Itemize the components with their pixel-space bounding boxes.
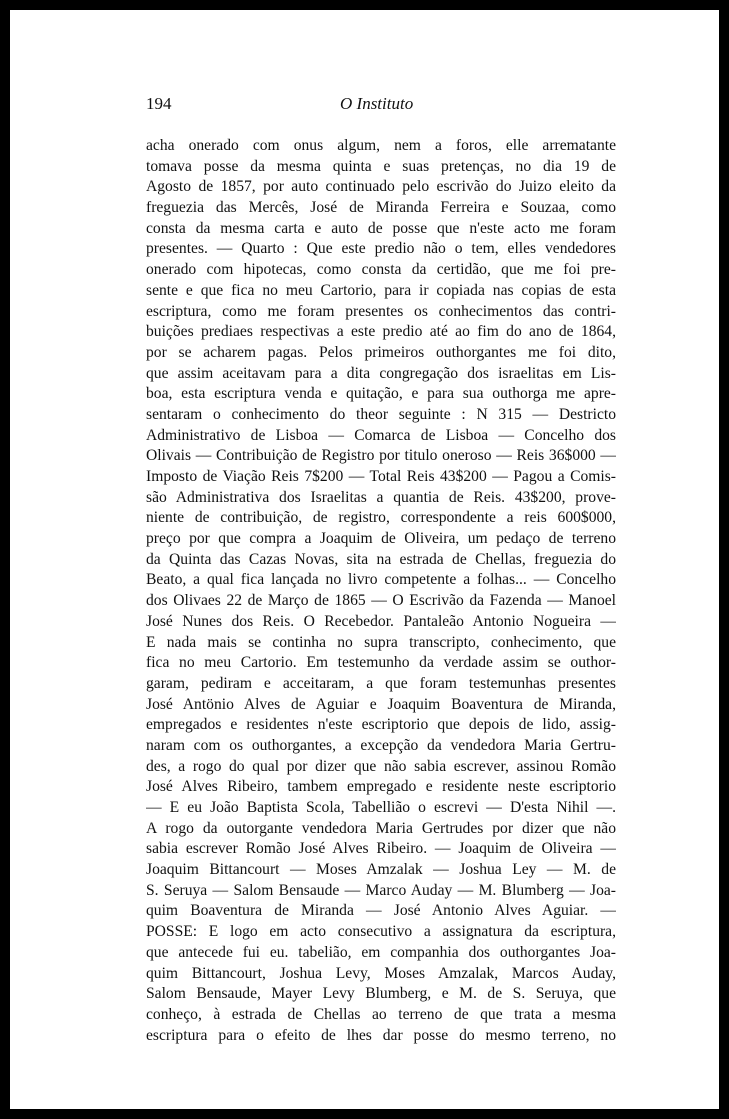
text-line: José Alves Ribeiro, tambem empregado e residente neste escriptorio — [146, 778, 616, 796]
text-line: José Antönio Alves de Aguiar e Joaquim Boaventura de Miranda, — [146, 695, 616, 713]
text-line: Agosto de 1857, por auto continuado pelo escrivão do Juizo eleito da — [146, 178, 616, 196]
text-line: acha onerado com onus algum, nem a foros, elle arrematante — [146, 137, 616, 154]
text-line: são Administrativa dos Israelitas a quantia de Reis. 43$200, prove- — [146, 488, 616, 506]
text-line: escriptura, como me foram presentes os conhecimentos das contri- — [146, 302, 616, 320]
text-line: consta da mesma carta e auto de posse que n'este acto me foram — [146, 219, 616, 237]
text-line: tomava posse da mesma quinta e suas pretenças, no dia 19 de — [146, 157, 616, 175]
text-line: — E eu João Baptista Scola, Tabellião o escrevi — D'esta Nihil —. — [146, 799, 616, 816]
text-line: por se acharem pagas. Pelos primeiros outhorgantes me foi dito, — [146, 343, 616, 361]
running-title: O Instituto — [340, 94, 414, 113]
text-line: que antecede fui eu. tabelião, em companhia dos outhorgantes Joa- — [146, 943, 616, 961]
page-header — [10, 88, 719, 118]
text-line: sente e que fica no meu Cartorio, para ir copiada nas copias de esta — [146, 281, 616, 299]
text-line: fica no meu Cartorio. Em testemunho da verdade assim se outhor- — [146, 654, 616, 672]
text-line: sentaram o conhecimento do theor seguinte : N 315 — Destricto — [146, 405, 616, 423]
text-line: Administrativo de Lisboa — Comarca de Lisboa — Concelho dos — [146, 426, 616, 444]
text-line: empregados e residentes n'este escriptorio que depois de lido, assig- — [146, 716, 616, 734]
text-line: E nada mais se continha no supra transcripto, conhecimento, que — [146, 633, 616, 651]
page-number: 194 — [146, 94, 172, 113]
text-line: escriptura para o efeito de lhes dar posse do mesmo terreno, no — [146, 1026, 616, 1044]
text-line: Imposto de Viação Reis 7$200 — Total Reis 43$200 — Pagou a Comis- — [146, 468, 616, 485]
text-line: niente de contribuição, de registro, correspondente a reis 600$000, — [146, 509, 616, 527]
text-line: Olivais — Contribuição de Registro por titulo oneroso — Reis 36$000 — — [146, 447, 616, 465]
text-line: POSSE: E logo em acto consecutivo a assignatura da escriptura, — [146, 923, 616, 941]
text-line: presentes. — Quarto : Que este predio não o tem, elles vendedores — [146, 240, 616, 258]
text-line: quim Boaventura de Miranda — José Antonio Alves Aguiar. — — [146, 902, 616, 920]
text-line: onerado com hipotecas, como consta da certidão, que me foi pre- — [146, 261, 616, 279]
text-line: quim Bittancourt, Joshua Levy, Moses Amzalak, Marcos Auday, — [146, 964, 616, 982]
text-line: Beato, a qual fica lançada no livro competente a folhas... — Concelho — [146, 571, 616, 589]
text-line: boa, esta escriptura venda e quitação, e para sua outhorga me apre- — [146, 385, 616, 403]
text-line: Joaquim Bittancourt — Moses Amzalak — Joshua Ley — M. de — [146, 861, 616, 879]
text-line: conheço, à estrada de Chellas ao terreno de que trata a mesma — [146, 1005, 616, 1023]
text-line: Salom Bensaude, Mayer Levy Blumberg, e M. de S. Seruya, que — [146, 985, 616, 1003]
text-line: preço por que compra a Joaquim de Oliveira, um pedaço de terreno — [146, 530, 616, 548]
text-line: dos Olivaes 22 de Março de 1865 — O Escrivão da Fazenda — Manoel — [146, 592, 616, 610]
text-line: que assim aceitavam para a dita congregação dos israelitas em Lis- — [146, 364, 616, 382]
text-line: S. Seruya — Salom Bensaude — Marco Auday — M. Blumberg — Joa- — [146, 881, 616, 899]
text-line: José Nunes dos Reis. O Recebedor. Pantaleão Antonio Nogueira — — [146, 612, 616, 630]
text-line: des, a rogo do qual por dizer que não sabia escrever, assinou Romão — [146, 757, 616, 775]
book-page — [10, 10, 719, 1109]
body-text — [146, 136, 616, 1046]
text-line: sabia escrever Romão José Alves Ribeiro. — Joaquim de Oliveira — — [146, 840, 616, 858]
text-line: garam, pediram e acceitaram, a que foram testemunhas presentes — [146, 674, 616, 692]
text-line: da Quinta das Cazas Novas, sita na estrada de Chellas, freguezia do — [146, 550, 616, 568]
text-line: A rogo da outorgante vendedora Maria Gertrudes por dizer que não — [146, 819, 616, 837]
text-line: naram com os outhorgantes, a excepção da vendedora Maria Gertru- — [146, 736, 616, 754]
text-line: buições prediaes respectivas a este predio até ao fim do ano de 1864, — [146, 323, 616, 341]
text-line: freguezia das Mercês, José de Miranda Ferreira e Souzaa, como — [146, 199, 616, 217]
